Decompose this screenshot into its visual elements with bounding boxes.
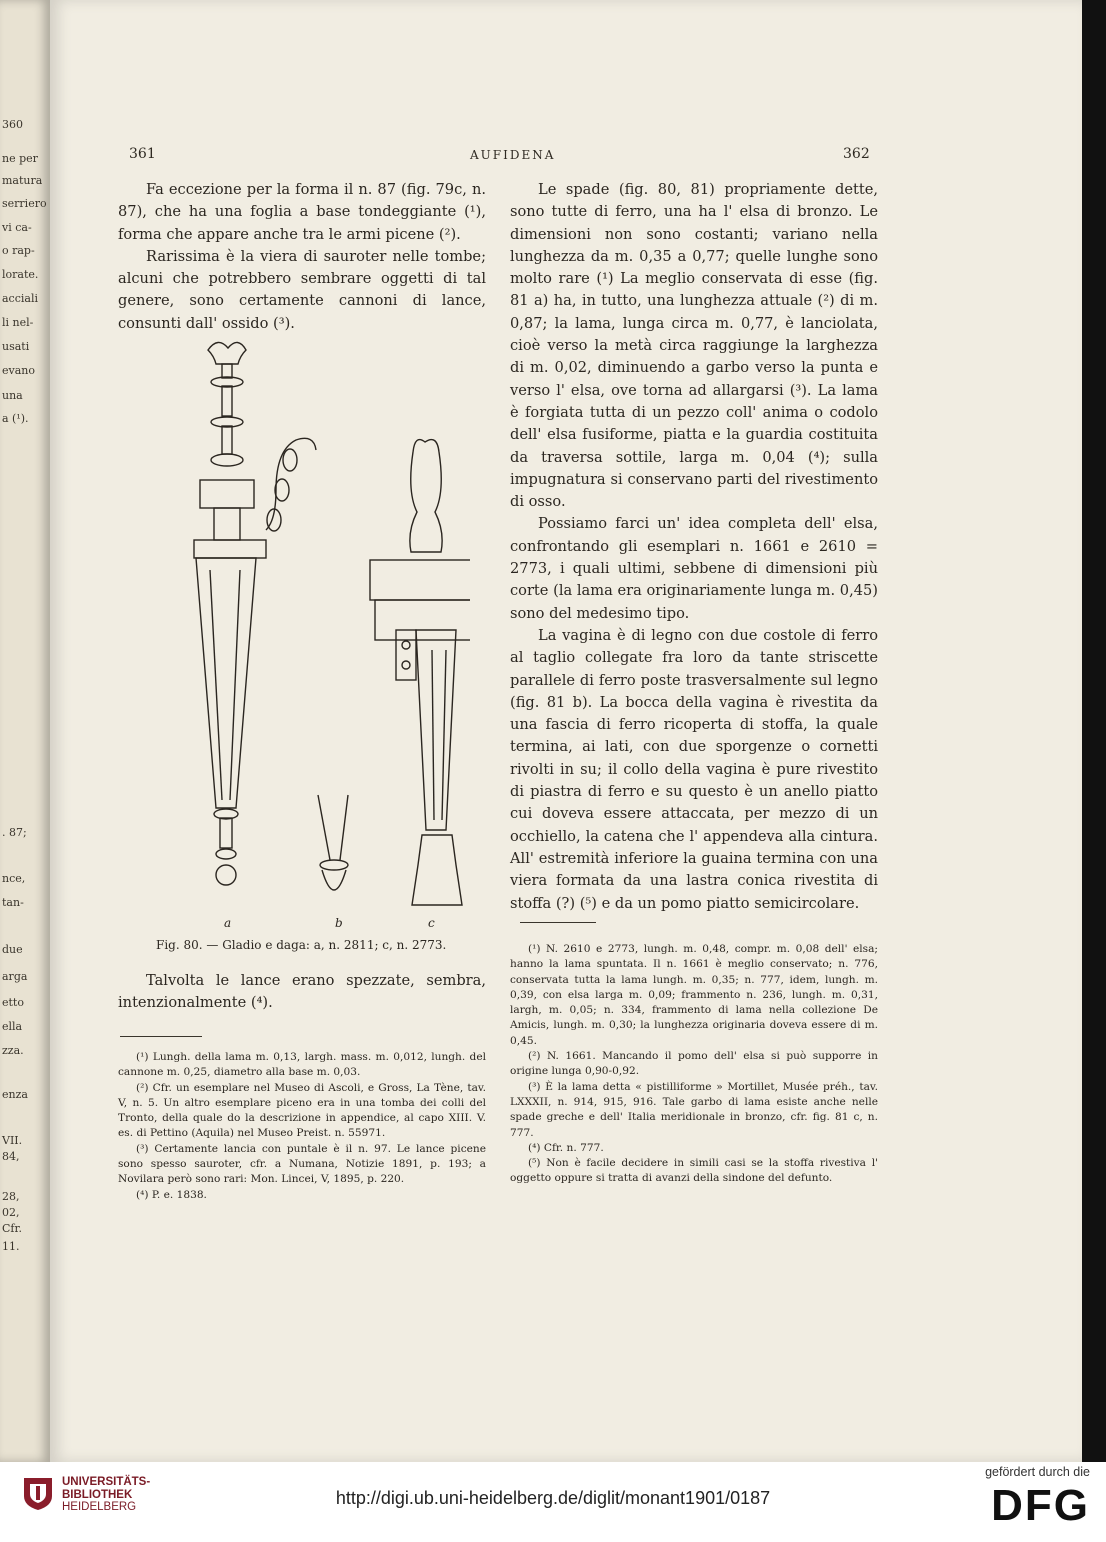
prev-page-fragment: usati xyxy=(2,340,30,353)
dagger-c-illustration xyxy=(370,440,470,905)
prev-page-fragment: . 87; xyxy=(2,826,27,839)
paragraph: Le spade (fig. 80, 81) propriamente dette, sono tutte di ferro, una ha l' elsa di bronzo. Le dimensioni non sono costanti; variano nella lunghezza da m. 0,35 a 0,77; quelle lunghe sono molto rare (¹) La meglio conservata di esse (fig. 81 a) ha, in tutto, una lunghezza attuale (²) di m. 0,87; la lama, lunga circa m. 0,77, è lanciolata, cioè verso la metà circa raggiunge la larghezza di m. 0,02, diminuendo a garbo verso la punta e verso l' elsa, ove torna ad allargarsi (³). La lama è forgiata tutta di un pezzo coll' anima o codolo dell' elsa fusiforme, piatta e la guardia costituita da traversa sottile, larga m. 0,04 (⁴); sulla impugnatura si conservano parti del rivestimento di osso. xyxy=(510,181,878,511)
left-page-number: 361 xyxy=(129,146,156,162)
footnote-rule xyxy=(120,1036,202,1037)
prev-page-fragment: tan- xyxy=(2,896,24,909)
prev-page-fragment: ella xyxy=(2,1020,23,1033)
prev-page-fragment: li nel- xyxy=(2,316,34,329)
prev-page-fragment: arga xyxy=(2,970,28,983)
library-name-line: BIBLIOTHEK xyxy=(62,1488,133,1501)
prev-page-fragment: enza xyxy=(2,1088,28,1101)
prev-page-fragment: una xyxy=(2,389,23,402)
prev-page-fragment: matura xyxy=(2,174,43,187)
prev-page-fragment: 11. xyxy=(2,1240,20,1253)
prev-page-fragment: o rap- xyxy=(2,244,35,257)
figure-letter-a: a xyxy=(224,916,232,930)
prev-page-fragment: serriero xyxy=(2,197,47,210)
running-title: AUFIDENA xyxy=(470,148,556,162)
footnote: (⁴) Cfr. n. 777. xyxy=(528,1141,604,1154)
footnote: (³) Certamente lancia con puntale è il n. 97. Le lance picene sono spesso sauroter, cfr. a Numana, Notizie 1891, p. 193; a Novilara però sono rari: Mon. Lincei, V, 1895, p. 220. xyxy=(118,1142,486,1186)
page-edge-shadow xyxy=(1082,0,1106,1462)
left-column-top xyxy=(118,179,486,335)
figure-80-drawing xyxy=(170,330,470,920)
right-page-number: 362 xyxy=(843,146,870,162)
library-name-line: HEIDELBERG xyxy=(62,1501,137,1513)
dfg-logo: DFG xyxy=(991,1481,1090,1530)
right-footnotes xyxy=(510,942,878,1187)
footnote: (²) Cfr. un esemplare nel Museo di Ascoli, e Gross, La Tène, tav. V, n. 5. Un altro esemplare piceno era in una tomba dei colli del Tronto, della quale do la descrizione in appendice, al capo XIII. V. es. di Pettino (Aquila) nel Museo Preist. n. 55971. xyxy=(118,1081,486,1140)
prev-page-fragment: due xyxy=(2,943,23,956)
prev-page-fragment: 84, xyxy=(2,1150,20,1163)
footnote: (⁵) Non è facile decidere in simili casi se la stoffa rivestiva l' oggetto oppure si tratta di avanzi della sindone del defunto. xyxy=(510,1157,878,1185)
prev-page-fragment: 02, xyxy=(2,1206,20,1219)
document-url-link[interactable]: http://digi.ub.uni-heidelberg.de/diglit/monant1901/0187 xyxy=(335,1488,771,1508)
sword-a-illustration xyxy=(194,342,316,885)
prev-page-fragment: 28, xyxy=(2,1190,20,1203)
prev-page-fragment: zza. xyxy=(2,1044,24,1057)
prev-page-fragment: nce, xyxy=(2,872,26,885)
footnote: (⁴) P. e. 1838. xyxy=(136,1188,207,1201)
left-footnotes xyxy=(118,1050,486,1203)
previous-page-margin xyxy=(0,0,50,1462)
paragraph: Fa eccezione per la forma il n. 87 (fig. 79c, n. 87), che ha una foglia a base tondeggiante (¹), forma che appare anche tra le armi picene (²). xyxy=(118,181,486,243)
right-column xyxy=(510,179,878,915)
figure-caption: Fig. 80. — Gladio e daga: a, n. 2811; c, n. 2773. xyxy=(156,938,447,952)
prev-page-fragment: etto xyxy=(2,996,24,1009)
prev-page-fragment: 360 xyxy=(2,118,23,131)
prev-page-fragment: evano xyxy=(2,364,35,377)
paragraph: Talvolta le lance erano spezzate, sembra, intenzionalmente (⁴). xyxy=(118,972,486,1012)
left-column-bottom xyxy=(118,970,486,1015)
book-page xyxy=(50,0,1082,1462)
dagger-b-illustration xyxy=(318,795,348,890)
prev-page-fragment: acciali xyxy=(2,292,38,305)
prev-page-fragment: a (¹). xyxy=(2,412,29,425)
figure-letter-c: c xyxy=(428,916,435,930)
prev-page-fragment: Cfr. xyxy=(2,1222,23,1235)
prev-page-fragment: VII. xyxy=(2,1134,23,1147)
library-name-line: UNIVERSITÄTS- xyxy=(62,1476,151,1488)
footnote: (³) È la lama detta « pistilliforme » Mortillet, Musée préh., tav. LXXXII, n. 914, 915, 916. Tale garbo di lama esiste anche nelle spade greche e dell' Italia meridionale in bronzo, cfr. fig. 81 c, n. 777. xyxy=(510,1080,878,1139)
paragraph: La vagina è di legno con due costole di ferro al taglio collegate fra loro da tante striscette parallele di ferro poste trasversalmente sul legno (fig. 81 b). La bocca della vagina è rivestita da una fascia di ferro ricoperta di stoffa, la quale termina, ai lati, con due sporgenze o cornetti rivolti in su; il collo della vagina è pure rivestito di piastra di ferro e su questo è un anello piatto cui doveva essere attaccata, per mezzo di un occhiello, la catena che l' appendeva alla cintura. All' estremità inferiore la guaina termina con una viera formata da una lastra conica rivestita di stoffa (?) (⁵) e da un pomo piatto semicircolare. xyxy=(510,626,878,912)
prev-page-fragment: vi ca- xyxy=(2,221,32,234)
footnote: (²) N. 1661. Mancando il pomo dell' elsa si può supporre in origine lunga 0,90-0,92. xyxy=(510,1050,878,1078)
prev-page-fragment: ne per xyxy=(2,152,38,165)
paragraph: Rarissima è la viera di sauroter nelle tombe; alcuni che potrebbero sembrare oggetti di tal genere, sono certamente cannoni di lance, consunti dall' ossido (³). xyxy=(118,247,486,332)
footnote: (¹) N. 2610 e 2773, lungh. m. 0,48, compr. m. 0,08 dell' elsa; hanno la lama spuntata. Il n. 1661 è meglio conservato; n. 776, conservata tutta la lama lungh. m. 0,35; n. 777, idem, lungh. m. 0,39, con elsa larga m. 0,09; frammento n. 236, lungh. m. 0,31, largh, m. 0,05; n. 334, frammento di lama nella collezione De Amicis, lungh. m. 0,30; la lunghezza originaria doveva essere di m. 0,45. xyxy=(510,943,878,1047)
funding-caption: gefördert durch die xyxy=(985,1465,1090,1479)
figure-letter-b: b xyxy=(335,916,343,930)
footnote: (¹) Lungh. della lama m. 0,13, largh. mass. m. 0,012, lungh. del cannone m. 0,25, diametro alla base m. 0,03. xyxy=(118,1051,486,1079)
paragraph: Possiamo farci un' idea completa dell' elsa, confrontando gli esemplari n. 1661 e 2610 = 2773, i quali ultimi, sebbene di dimensioni più corte (la lama era originariamente lunga m. 0,45) sono del medesimo tipo. xyxy=(510,515,878,622)
footnote-rule xyxy=(520,922,596,923)
prev-page-fragment: lorate. xyxy=(2,268,39,281)
